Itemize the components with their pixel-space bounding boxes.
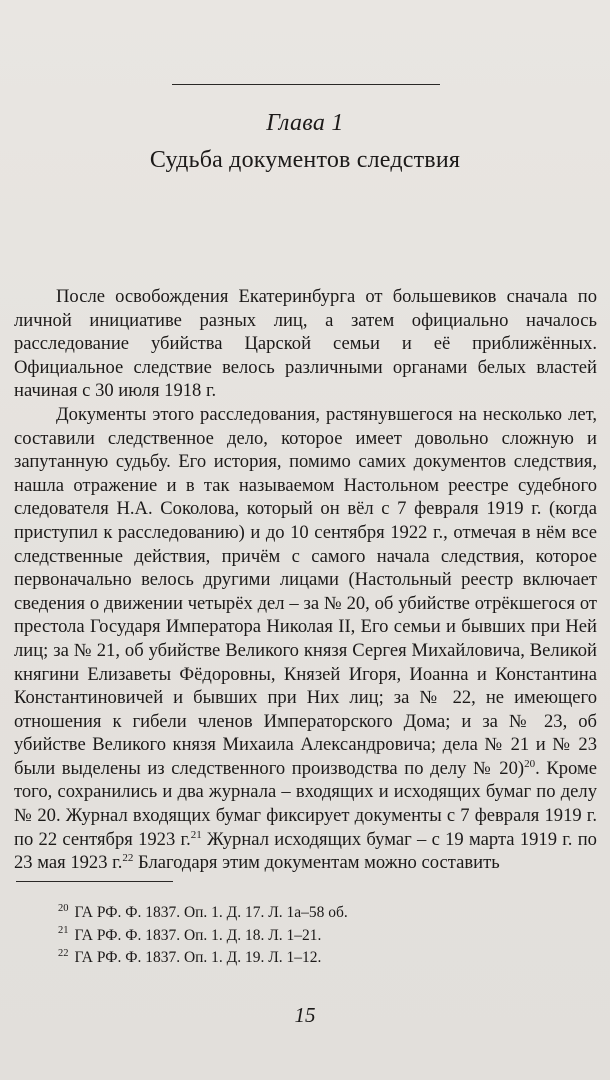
footnote-20 bbox=[58, 902, 348, 925]
page-number: 15 bbox=[294, 1003, 316, 1027]
footnote-text: ГА РФ. Ф. 1837. Оп. 1. Д. 19. Л. 1–12. bbox=[74, 949, 322, 966]
footnote-22 bbox=[58, 947, 348, 970]
footnote-number: 22 bbox=[58, 947, 69, 959]
paragraph-2-part-2: . Кроме того, сохранились и два журнала – входящих и исходящих бумаг по делу № 20. Журнал входящих бумаг фиксирует документы с 7 февраля 1919 г. по 22 сентября 1923 г. bbox=[14, 757, 597, 850]
chapter-top-rule bbox=[172, 84, 440, 85]
footnote-ref-20[interactable]: 20 bbox=[524, 757, 536, 770]
footnote-number: 21 bbox=[58, 925, 69, 937]
paragraph-1: После освобождения Екатеринбурга от большевиков сначала по личной инициативе разных лиц, а затем официально началось расследование убийства Царской семьи и её приближённых. Официальное следствие велось различными органами белых властей начиная с 30 июля 1918 г. bbox=[14, 286, 597, 402]
footnote-ref-21[interactable]: 21 bbox=[190, 828, 202, 841]
footnote-separator bbox=[16, 881, 173, 882]
paragraph-2-part-1: Документы этого расследования, растянувшегося на несколько лет, составили следственное дело, которое имеет довольно сложную и запутанную судьбу. Его история, помимо самих документов следствия, нашла отражение и в так называемом Настольном реестре судебного следователя Н.А. Соколова, который он вёл с 7 февраля 1919 г. (когда приступил к расследованию) и до 10 сентября 1922 г., отмечая в нём все следственные действия, причём с самого начала следствия, которое первоначально велось другими лицами (Настольный реестр включает сведения о движении четырёх дел – за № 20, об убийстве отрёкшегося от престола Государя Императора Николая II, Его семьи и бывших при Ней лиц; за № 21, об убийстве Великого князя Сергея Михайловича, Великой княгини Елизаветы Фёдоровны, Князей Игоря, Иоанна и Константина Константиновичей и бывших при Них лиц; за № 22, не имеющего отношения к гибели членов Императорского Дома; и за № 23, об убийстве Великого князя Михаила Александровича; дела № 21 и № 23 были выделены из следственного производства по делу № 20) bbox=[14, 403, 597, 779]
body-text bbox=[14, 285, 597, 875]
chapter-title: Судьба документов следствия bbox=[149, 147, 461, 173]
footnote-21 bbox=[58, 925, 348, 948]
paragraph-2-part-4: Благодаря этим документам можно составить bbox=[133, 852, 500, 874]
footnotes bbox=[58, 902, 348, 970]
footnote-text: ГА РФ. Ф. 1837. Оп. 1. Д. 17. Л. 1а–58 об. bbox=[74, 904, 348, 921]
paragraph-2 bbox=[14, 403, 597, 875]
footnote-text: ГА РФ. Ф. 1837. Оп. 1. Д. 18. Л. 1–21. bbox=[74, 926, 322, 944]
footnote-ref-22[interactable]: 22 bbox=[122, 852, 134, 865]
paragraph-2-part-3: Журнал исходящих бумаг – с 19 марта 1919 г. по 23 мая 1923 г. bbox=[14, 828, 597, 874]
footnote-number: 20 bbox=[58, 902, 69, 914]
chapter-label: Глава 1 bbox=[266, 110, 344, 136]
